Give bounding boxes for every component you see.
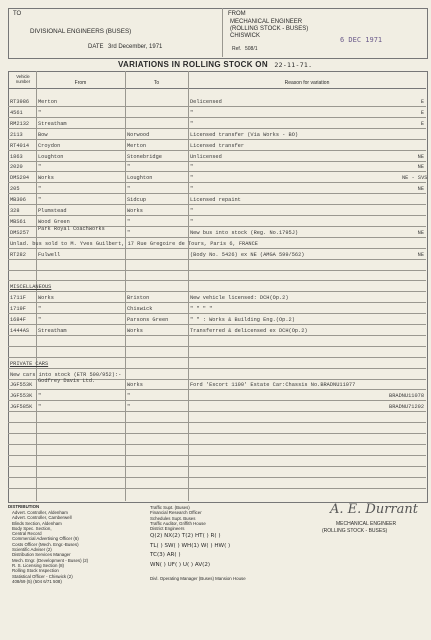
vehicle-number: MB306: [10, 197, 26, 204]
vehicle-number: 328: [10, 208, 20, 214]
from-depot: ": [38, 109, 42, 116]
vehicle-number: RT3986: [10, 99, 30, 105]
vehicle-number: 2113: [10, 131, 23, 138]
to-depot: Stonebridge: [127, 153, 162, 160]
vehicle-number: 1444AS: [10, 327, 30, 334]
status-flag: E: [420, 109, 424, 116]
variation-reason: Unlicensed: [190, 153, 222, 160]
from-depot: Plumstead: [38, 208, 67, 214]
vehicle-number: JGF585K: [10, 404, 33, 411]
status-flag: NE - SVS: [402, 175, 428, 182]
to-depot: ": [127, 404, 131, 411]
ref-value: 508/1: [245, 46, 258, 52]
title-date: 22-11-71.: [274, 61, 313, 69]
variation-reason: " " : Works & Building Eng.(Op.2): [190, 317, 295, 323]
to-depot: Works: [127, 382, 143, 389]
from-depot: Loughton: [38, 153, 64, 160]
ref-label: Ref.: [232, 46, 242, 52]
distribution-item: Mech. Engr. (Development - Buses) (2): [12, 557, 89, 563]
section-heading-private-cars: PRIVATE CARS: [10, 360, 49, 367]
from-depot: ": [38, 317, 42, 323]
vehicle-number: DMS204: [10, 175, 30, 182]
vehicle-number: DMS257: [10, 229, 30, 236]
distribution-item: Traffic Supt. (Buses): [150, 505, 190, 510]
to-depot: ": [127, 229, 131, 236]
vehicle-number: RM2132: [10, 120, 30, 127]
from-depot: Godfrey Davis Ltd.: [38, 378, 96, 385]
variation-reason: Ford 'Escort 1100' Estate Car:Chassis No.BRADNU11077: [190, 382, 356, 389]
distribution-item: Central Record: [12, 531, 42, 537]
distribution-item: Blinds Section, Aldenham: [12, 520, 62, 526]
variation-reason: New vehicle licensed: DCH(Op.2): [190, 295, 289, 302]
from-line-2: (ROLLING STOCK - BUSES): [230, 26, 309, 32]
vehicle-number: JGF553K: [10, 382, 33, 389]
distribution-heading: DISTRIBUTION: [8, 504, 40, 509]
from-depot: Works: [38, 175, 54, 182]
to-depot: Works: [127, 208, 143, 214]
variation-reason: ": [190, 186, 194, 193]
district-codes: [150, 532, 230, 570]
variation-reason: ": [190, 164, 194, 171]
col-header-reason: Reason for variation: [284, 80, 330, 86]
signature-scrawl: A. E. Durrant: [330, 502, 418, 517]
from-depot: Merton: [38, 99, 58, 105]
vehicle-number: 1684F: [10, 317, 26, 323]
variation-reason: ": [190, 109, 194, 116]
signature-title-2: (ROLLING STOCK - BUSES): [322, 528, 388, 534]
to-depot: ": [127, 393, 131, 400]
distribution-item: Statistical Officer - Chiswick (2): [12, 573, 73, 579]
from-depot: Streatham: [38, 327, 67, 334]
page-title: [118, 60, 312, 69]
district-code-line: TL( ) SW( ) WH(1) W( ) HW( ): [150, 542, 231, 549]
from-label: FROM: [228, 11, 246, 17]
to-depot: Sidcup: [127, 197, 147, 204]
from-depot: ": [38, 306, 42, 313]
vehicle-number: 2020: [10, 164, 23, 171]
status-flag: NE: [417, 251, 424, 258]
variation-reason: Licensed transfer (Via Works - BO): [190, 131, 299, 138]
to-label: TO: [13, 11, 22, 17]
date-value: 3rd December, 1971: [108, 44, 163, 50]
variation-reason: BRADNU11078: [389, 393, 424, 400]
col-header-to: To: [153, 80, 160, 86]
status-flag: NE: [417, 164, 424, 171]
vehicle-number: 1863: [10, 153, 23, 160]
to-depot: Merton: [127, 142, 147, 149]
distribution-item: Body Spec. Section,: [12, 525, 52, 531]
variation-reason: (Body No. 5426) ex NE (AMGA 599/562): [190, 251, 305, 258]
status-flag: NE: [417, 153, 424, 160]
distribution-item: District Engineers: [150, 526, 185, 532]
distribution-left-list: [12, 510, 88, 584]
vehicle-number: 205: [10, 186, 20, 193]
from-depot: ": [38, 164, 42, 171]
distribution-item: Traffic Auditor, Griffith House: [150, 520, 206, 526]
section-heading-miscellaneous: MISCELLANEOUS: [10, 284, 52, 291]
vehicle-number: MBS61: [10, 218, 26, 225]
vehicle-number: 4561: [10, 109, 23, 116]
signature-title-1: MECHANICAL ENGINEER: [336, 521, 397, 527]
from-depot: ": [38, 393, 42, 400]
from-depot: Works: [38, 295, 54, 302]
to-depot: Norwood: [127, 131, 150, 138]
distribution-item: Schedules Supt. Buses: [150, 515, 196, 521]
variation-reason: Licensed repaint: [190, 197, 241, 204]
to-depot: Parsons Green: [127, 317, 169, 323]
distribution-item: Commercial Advertising Officer (6): [12, 536, 79, 542]
from-depot: Streatham: [38, 120, 67, 127]
distribution-item: Scientific Adviser (2): [12, 547, 52, 553]
distribution-item: Financial Research Officer: [150, 510, 202, 516]
to-depot: ": [127, 164, 131, 171]
status-flag: NE: [417, 186, 424, 193]
vehicle-number: RT282: [10, 251, 26, 258]
variation-reason: Delicensed: [190, 99, 222, 105]
to-depot: Chiswick: [127, 306, 153, 313]
to-depot: ": [127, 186, 131, 193]
private-cars-intro: New cars into stock (ETR 500/952):-: [10, 371, 122, 378]
from-depot: Bow: [38, 131, 48, 138]
distribution-item: Distribution Services Manager: [12, 552, 71, 558]
title-text: VARIATIONS IN ROLLING STOCK ON: [118, 60, 268, 69]
variation-reason: ": [190, 175, 194, 182]
variation-reason: ": [190, 120, 194, 127]
distribution-item: R. S. Licensing Section (8): [12, 562, 64, 568]
variation-reason: ": [190, 208, 194, 214]
to-depot: Loughton: [127, 175, 153, 182]
from-depot: Croydon: [38, 142, 61, 149]
district-code-line: TC(3) AR( ): [150, 552, 181, 558]
variation-reason: Licensed transfer: [190, 142, 245, 149]
status-flag: E: [420, 99, 424, 105]
distribution-footer: Divl. Operating Manager (Buses) Mansion House: [150, 576, 246, 581]
distribution-item: 408/69 (5) (504 6/71 508): [12, 578, 62, 584]
to-value: DIVISIONAL ENGINEERS (BUSES): [30, 28, 132, 35]
status-flag: E: [420, 120, 424, 127]
variation-reason: ": [190, 218, 194, 225]
from-depot: Fulwell: [38, 251, 61, 258]
variation-reason: New bus into stock (Reg. No.1795J): [190, 229, 299, 236]
to-depot: ": [127, 218, 131, 225]
distribution-item: Costs Officer (Mech. Engr.-Buses): [12, 541, 79, 547]
vehicle-number: 1719F: [10, 306, 26, 313]
district-code-line: Q(2) NX(2) T(2) HT( ) R( ): [150, 533, 221, 539]
variation-reason: Transferred & delicensed ex DCH(Op.2): [190, 327, 308, 334]
from-depot: Park Royal Coachworks: [38, 225, 105, 232]
vehicle-number: 1711F: [10, 295, 26, 302]
to-depot: Works: [127, 327, 143, 334]
to-depot: Brixton: [127, 295, 150, 302]
from-line-1: MECHANICAL ENGINEER: [230, 19, 303, 25]
col-header-from: From: [74, 80, 87, 86]
variation-reason: BRADNU71202: [389, 404, 424, 411]
col-header-vehicle: Vehicle number: [15, 74, 31, 84]
vehicle-number: RT4014: [10, 142, 30, 149]
vehicle-number: JGF553K: [10, 393, 33, 400]
from-depot: Wood Green: [38, 218, 70, 225]
distribution-item: Advert. Controller, Camberwell: [12, 515, 72, 521]
from-line-3: CHISWICK: [230, 33, 260, 39]
distribution-middle-list: [150, 505, 206, 531]
sale-note: Unlad. bus sold to M. Yves Guilbert, 17 Rue Gregoire de Tours, Paris 6, FRANCE: [10, 240, 258, 247]
from-depot: ": [38, 404, 42, 411]
date-label: DATE: [88, 44, 104, 50]
district-code-line: WN( ) UF( ) U( ) AV(2): [150, 561, 211, 568]
variation-reason: " " " ": [190, 306, 213, 313]
distribution-item: Advert. Controller, Aldenham: [12, 510, 68, 515]
status-flag: NE: [417, 229, 424, 236]
received-date-stamp: 6 DEC 1971: [340, 36, 383, 44]
from-depot: ": [38, 186, 42, 193]
distribution-item: Rolling Stock Inspection: [12, 568, 59, 574]
from-depot: ": [38, 197, 42, 204]
